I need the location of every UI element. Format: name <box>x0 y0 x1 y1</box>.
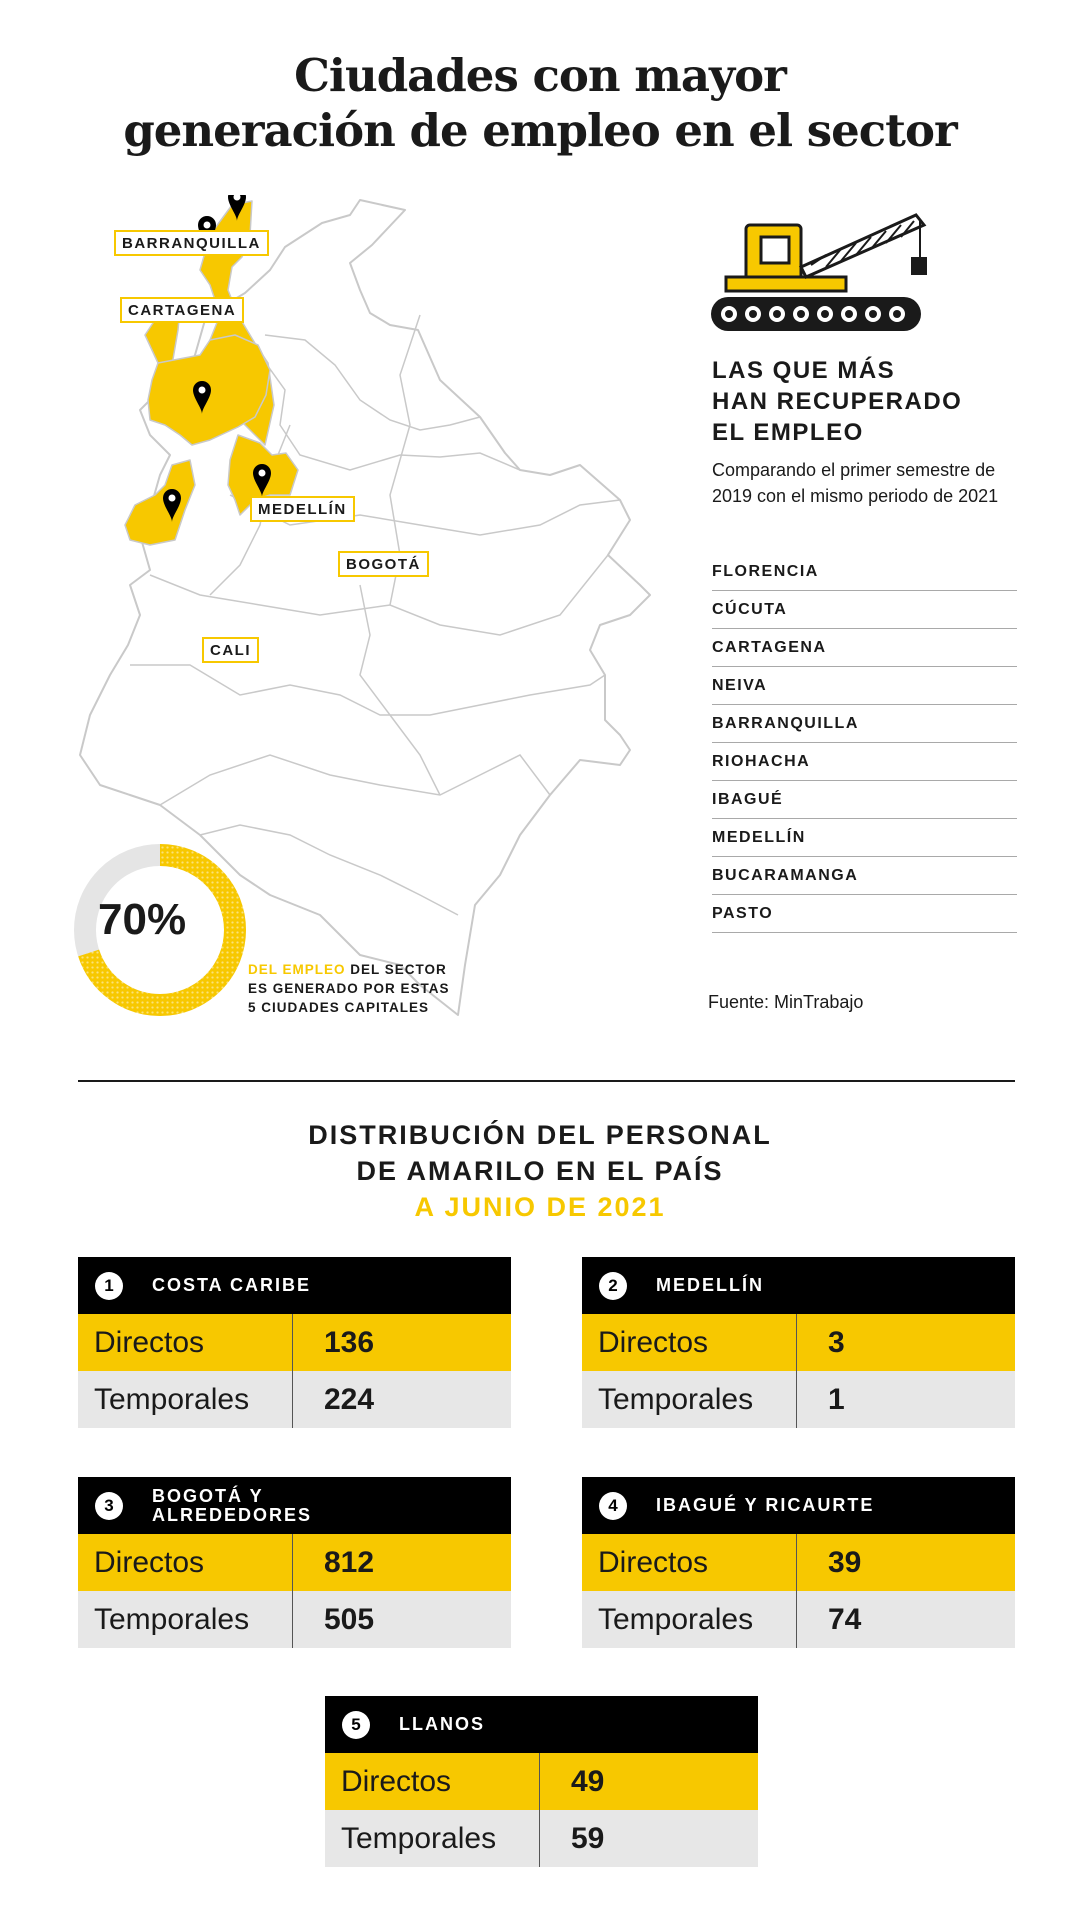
table-row <box>582 1371 1015 1428</box>
list-item: BUCARAMANGA <box>712 857 1017 895</box>
title-line-1: Ciudades con mayor <box>294 49 786 102</box>
temporales-value: 224 <box>324 1383 375 1416</box>
donut-note-line2: ES GENERADO POR ESTAS <box>248 981 450 996</box>
page-title <box>0 48 1080 158</box>
row-label: Directos <box>582 1314 797 1371</box>
list-item: FLORENCIA <box>712 553 1017 591</box>
row-label: Temporales <box>582 1591 797 1648</box>
region-name: LLANOS <box>399 1714 485 1734</box>
region-name: IBAGUÉ Y RICAURTE <box>656 1495 875 1515</box>
distribution-title-line1: DISTRIBUCIÓN DEL PERSONAL <box>308 1120 772 1150</box>
recovery-city-list <box>712 553 1017 933</box>
table-row <box>325 1753 758 1810</box>
title-line-2: generación de empleo en el sector <box>123 104 957 157</box>
region-number: 3 <box>95 1492 123 1520</box>
region-name: COSTA CARIBE <box>152 1275 311 1295</box>
crane-icon <box>706 205 936 335</box>
region-header <box>582 1477 1015 1534</box>
recovery-title-line3: EL EMPLEO <box>712 419 864 446</box>
region-name: MEDELLÍN <box>656 1275 764 1295</box>
donut-note <box>248 960 450 1017</box>
region-number: 5 <box>342 1711 370 1739</box>
table-row <box>325 1810 758 1867</box>
directos-value: 49 <box>571 1765 605 1798</box>
recovery-title-line2: HAN RECUPERADO <box>712 388 963 415</box>
table-row <box>582 1591 1015 1648</box>
table-row <box>78 1534 511 1591</box>
temporales-value: 74 <box>828 1603 862 1636</box>
donut-note-highlight: DEL EMPLEO <box>248 962 346 977</box>
row-label: Directos <box>325 1753 540 1810</box>
region-header <box>582 1257 1015 1314</box>
map-label-medellin: MEDELLÍN <box>250 496 355 522</box>
region-name: BOGOTÁ Y ALREDEDORES <box>152 1485 313 1525</box>
table-row <box>78 1314 511 1371</box>
row-label: Temporales <box>582 1371 797 1428</box>
directos-value: 39 <box>828 1546 862 1579</box>
row-label: Directos <box>78 1534 293 1591</box>
region-table-3 <box>78 1477 511 1648</box>
directos-value: 136 <box>324 1326 375 1359</box>
list-item: MEDELLÍN <box>712 819 1017 857</box>
list-item: NEIVA <box>712 667 1017 705</box>
list-item: IBAGUÉ <box>712 781 1017 819</box>
map-label-bogota: BOGOTÁ <box>338 551 429 577</box>
list-item: CÚCUTA <box>712 591 1017 629</box>
temporales-value: 1 <box>828 1383 845 1416</box>
temporales-value: 59 <box>571 1822 605 1855</box>
section-divider <box>78 1080 1015 1082</box>
row-label: Temporales <box>78 1591 293 1648</box>
region-table-1 <box>78 1257 511 1428</box>
region-number: 1 <box>95 1272 123 1300</box>
donut-percent: 70% <box>98 895 187 944</box>
list-item: BARRANQUILLA <box>712 705 1017 743</box>
region-table-4 <box>582 1477 1015 1648</box>
distribution-title <box>0 1117 1080 1225</box>
map-label-cartagena: CARTAGENA <box>120 297 244 323</box>
region-header <box>78 1477 511 1534</box>
row-label: Directos <box>582 1534 797 1591</box>
donut-note-line3: 5 CIUDADES CAPITALES <box>248 1000 430 1015</box>
table-row <box>78 1371 511 1428</box>
row-label: Temporales <box>78 1371 293 1428</box>
donut-note-rest: DEL SECTOR <box>345 962 447 977</box>
distribution-title-line3: A JUNIO DE 2021 <box>414 1192 666 1222</box>
directos-value: 812 <box>324 1546 375 1579</box>
list-item: CARTAGENA <box>712 629 1017 667</box>
region-table-5 <box>325 1696 758 1867</box>
recovery-subtitle: Comparando el primer semestre de 2019 con el mismo periodo de 2021 <box>712 460 999 506</box>
row-label: Directos <box>78 1314 293 1371</box>
table-row <box>582 1314 1015 1371</box>
recovery-title-line1: LAS QUE MÁS <box>712 357 896 384</box>
recovery-title <box>712 355 962 448</box>
region-number: 4 <box>599 1492 627 1520</box>
list-item: PASTO <box>712 895 1017 933</box>
region-number: 2 <box>599 1272 627 1300</box>
temporales-value: 505 <box>324 1603 375 1636</box>
table-row <box>582 1534 1015 1591</box>
source-note: Fuente: MinTrabajo <box>708 992 864 1012</box>
region-header <box>78 1257 511 1314</box>
table-row <box>78 1591 511 1648</box>
map-label-cali: CALI <box>202 637 259 663</box>
directos-value: 3 <box>828 1326 845 1359</box>
distribution-title-line2: DE AMARILO EN EL PAÍS <box>356 1156 724 1186</box>
map-label-barranquilla: BARRANQUILLA <box>114 230 269 256</box>
region-header <box>325 1696 758 1753</box>
region-table-2 <box>582 1257 1015 1428</box>
row-label: Temporales <box>325 1810 540 1867</box>
list-item: RIOHACHA <box>712 743 1017 781</box>
